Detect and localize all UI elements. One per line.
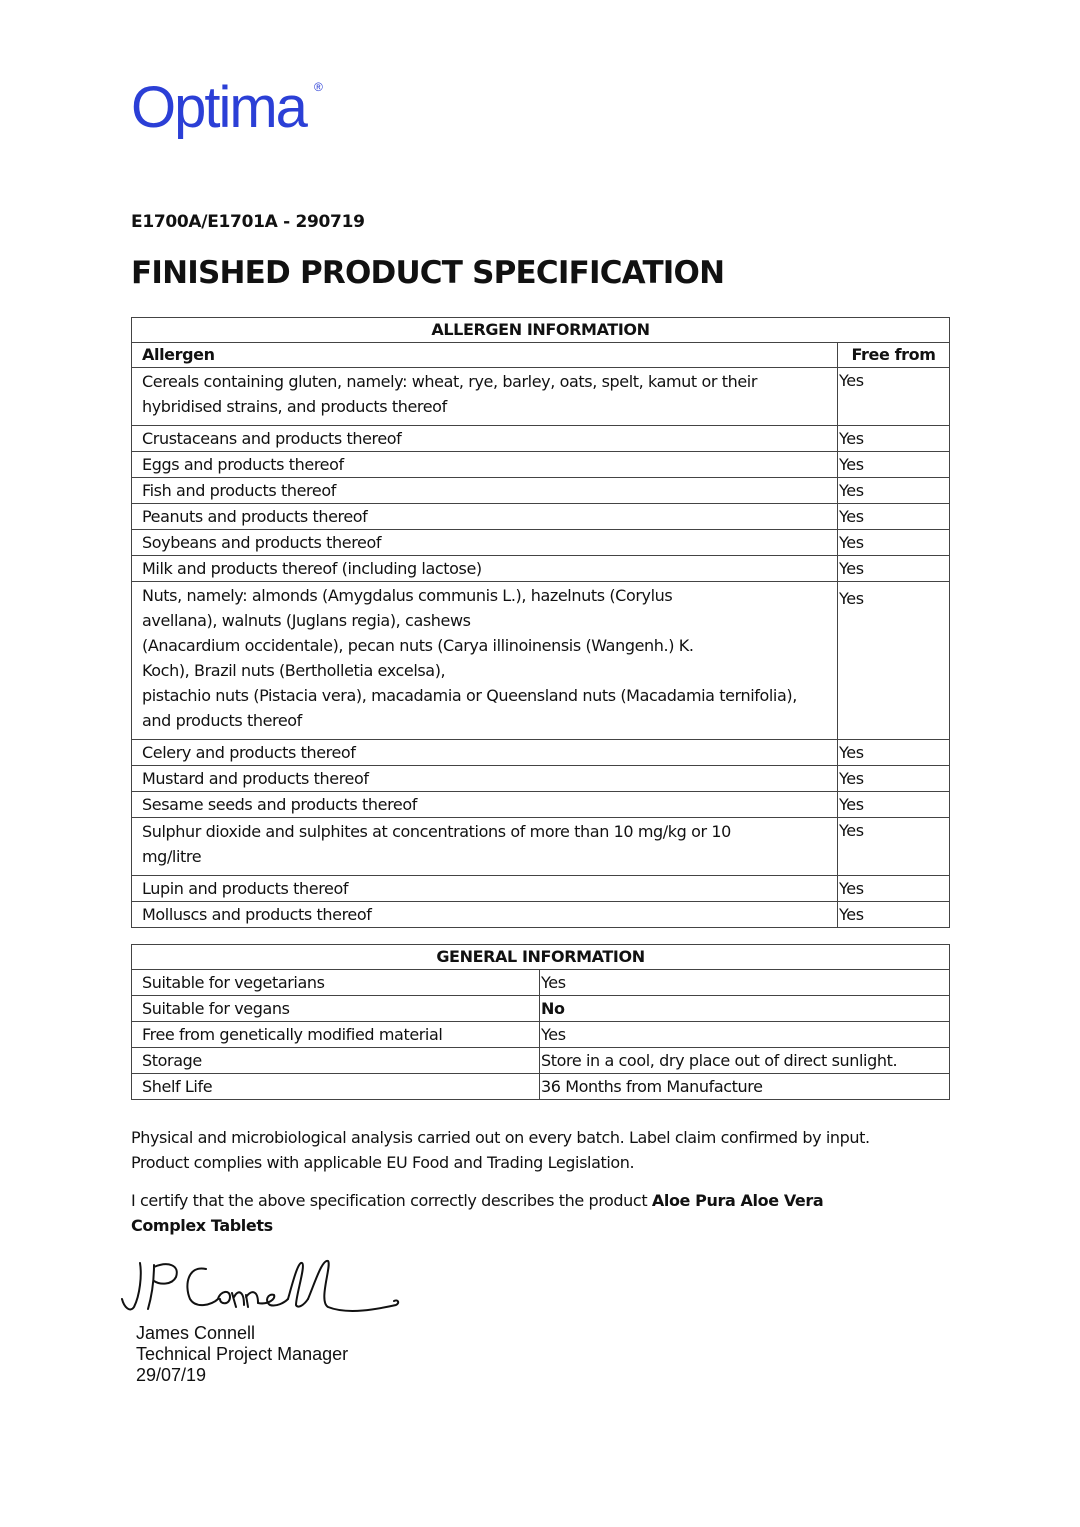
table-row xyxy=(132,970,950,996)
table-row xyxy=(132,766,950,792)
optima-logo xyxy=(131,68,323,148)
table-row xyxy=(132,556,950,582)
section-header-row xyxy=(132,318,950,343)
allergen-cell: Peanuts and products thereof xyxy=(132,504,838,530)
info-value: Yes xyxy=(540,1022,950,1048)
allergen-line: Koch), Brazil nuts (Bertholletia excelsa), xyxy=(142,661,446,680)
free-from-cell: Yes xyxy=(838,452,950,478)
info-label: Free from genetically modified material xyxy=(132,1022,540,1048)
table-row xyxy=(132,368,950,426)
section-header-row xyxy=(132,945,950,970)
column-header-free-from: Free from xyxy=(838,343,950,368)
signature-date: 29/07/19 xyxy=(136,1365,207,1385)
allergen-cell: Milk and products thereof (including lactose) xyxy=(132,556,838,582)
info-value: Yes xyxy=(540,970,950,996)
signatory-name: James Connell xyxy=(136,1323,256,1343)
page-title: FINISHED PRODUCT SPECIFICATION xyxy=(131,255,725,291)
certification-text: I certify that the above specification correctly describes the product xyxy=(131,1191,652,1210)
certification-statement xyxy=(131,1188,891,1238)
table-row xyxy=(132,902,950,928)
table-row xyxy=(132,478,950,504)
allergen-cell: Crustaceans and products thereof xyxy=(132,426,838,452)
info-value: No xyxy=(540,996,950,1022)
allergen-line: Nuts, namely: almonds (Amygdalus communis L.), hazelnuts (Corylus xyxy=(142,586,673,605)
section-title: ALLERGEN INFORMATION xyxy=(132,318,950,343)
free-from-cell: Yes xyxy=(838,368,950,426)
info-value: 36 Months from Manufacture xyxy=(540,1074,950,1100)
allergen-cell: Fish and products thereof xyxy=(132,478,838,504)
allergen-cell-nuts xyxy=(132,582,838,740)
free-from-cell: Yes xyxy=(838,556,950,582)
table-row xyxy=(132,996,950,1022)
table-row xyxy=(132,426,950,452)
document-code: E1700A/E1701A - 290719 xyxy=(131,212,365,232)
allergen-line: (Anacardium occidentale), pecan nuts (Carya illinoinensis (Wangenh.) K. xyxy=(142,636,694,655)
column-header-allergen: Allergen xyxy=(132,343,838,368)
allergen-table xyxy=(131,317,950,928)
info-label: Storage xyxy=(132,1048,540,1074)
allergen-cell: Lupin and products thereof xyxy=(132,876,838,902)
logo-text: Optima xyxy=(131,75,306,140)
table-row xyxy=(132,504,950,530)
allergen-line: pistachio nuts (Pistacia vera), macadamia or Queensland nuts (Macadamia ternifolia), xyxy=(142,686,797,705)
allergen-cell: Sesame seeds and products thereof xyxy=(132,792,838,818)
free-from-cell: Yes xyxy=(838,818,950,876)
table-row xyxy=(132,530,950,556)
section-title: GENERAL INFORMATION xyxy=(132,945,950,970)
signatory-role: Technical Project Manager xyxy=(136,1344,349,1364)
allergen-line: avellana), walnuts (Juglans regia), cashews xyxy=(142,611,471,630)
table-row xyxy=(132,876,950,902)
allergen-cell: Soybeans and products thereof xyxy=(132,530,838,556)
column-header-row xyxy=(132,343,950,368)
free-from-cell: Yes xyxy=(838,876,950,902)
product-name: Aloe Pura Aloe Vera Complex Tablets xyxy=(131,1191,824,1235)
analysis-statement: Physical and microbiological analysis carried out on every batch. Label claim confirmed by input. Product complies with applicable EU Food and Trading Legislation. xyxy=(131,1128,870,1172)
table-row xyxy=(132,1074,950,1100)
info-label: Suitable for vegetarians xyxy=(132,970,540,996)
free-from-cell: Yes xyxy=(838,530,950,556)
table-row xyxy=(132,1048,950,1074)
allergen-cell: Molluscs and products thereof xyxy=(132,902,838,928)
info-label: Shelf Life xyxy=(132,1074,540,1100)
table-row xyxy=(132,582,950,740)
signature-image xyxy=(118,1255,408,1320)
general-info-table xyxy=(131,944,950,1100)
table-row xyxy=(132,818,950,876)
table-row xyxy=(132,792,950,818)
free-from-cell: Yes xyxy=(838,504,950,530)
allergen-cell: Cereals containing gluten, namely: wheat, rye, barley, oats, spelt, kamut or their hybridised strains, and products thereof xyxy=(132,368,838,426)
table-row xyxy=(132,452,950,478)
allergen-line: and products thereof xyxy=(142,711,302,730)
info-value: Store in a cool, dry place out of direct sunlight. xyxy=(540,1048,950,1074)
allergen-cell: Celery and products thereof xyxy=(132,740,838,766)
table-row xyxy=(132,740,950,766)
free-from-cell: Yes xyxy=(838,740,950,766)
table-row xyxy=(132,1022,950,1048)
free-from-cell: Yes xyxy=(838,426,950,452)
allergen-cell: Sulphur dioxide and sulphites at concentrations of more than 10 mg/kg or 10 mg/litre xyxy=(132,818,838,876)
free-from-cell: Yes xyxy=(838,582,950,740)
free-from-cell: Yes xyxy=(838,478,950,504)
allergen-cell: Eggs and products thereof xyxy=(132,452,838,478)
info-label: Suitable for vegans xyxy=(132,996,540,1022)
signatory-block xyxy=(136,1323,348,1386)
free-from-cell: Yes xyxy=(838,902,950,928)
registered-mark: ® xyxy=(314,80,323,94)
allergen-cell: Mustard and products thereof xyxy=(132,766,838,792)
free-from-cell: Yes xyxy=(838,792,950,818)
free-from-cell: Yes xyxy=(838,766,950,792)
